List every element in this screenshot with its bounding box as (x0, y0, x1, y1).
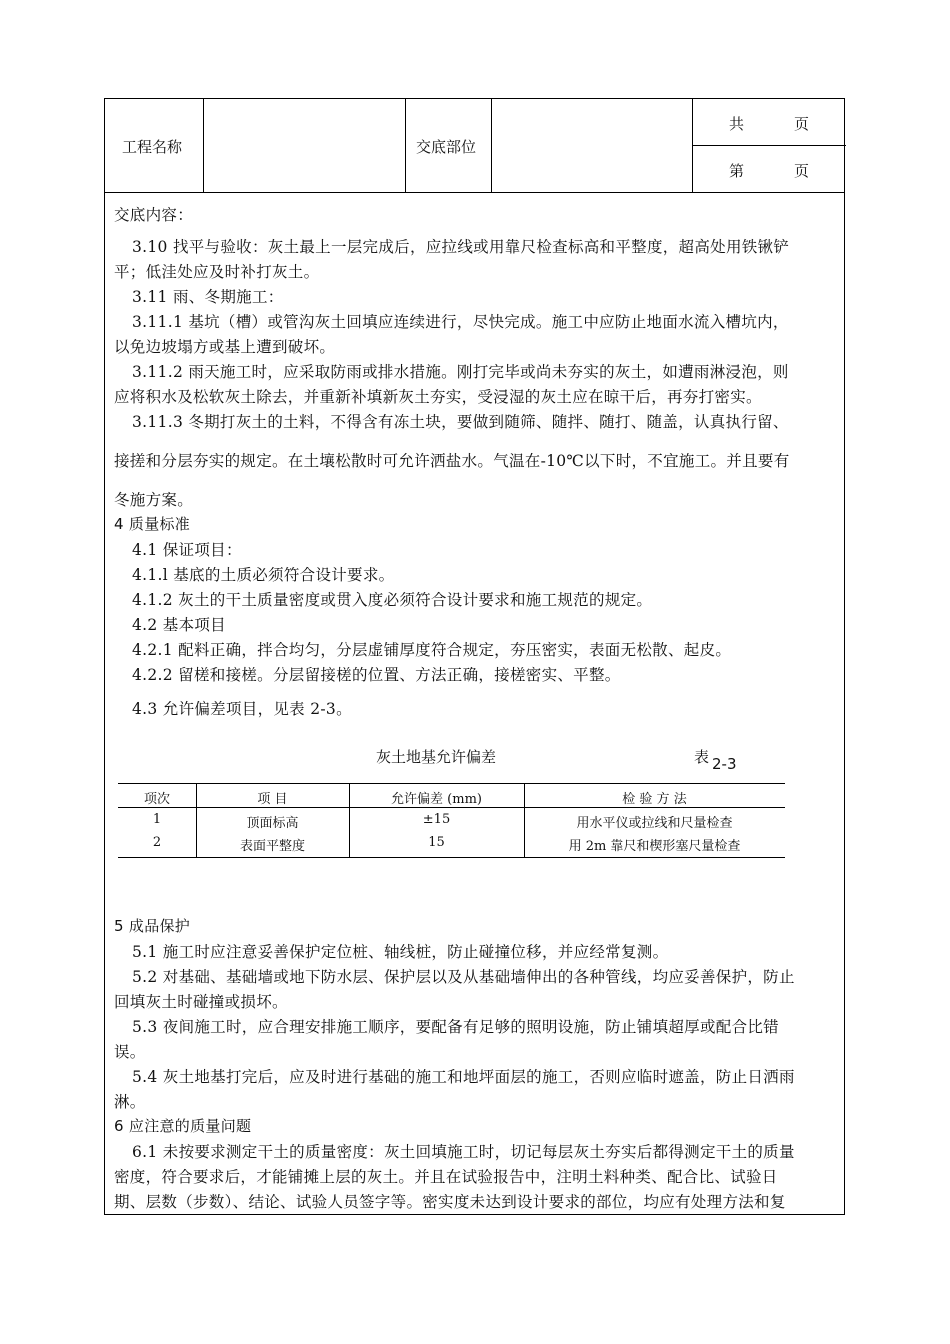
table-title: 灰土地基允许偏差 (376, 748, 497, 766)
paragraph: 3.11.3 冬期打灰土的土料，不得含有冻土块，要做到随筛、随拌、随打、随盖，认真执行留、 (132, 413, 789, 431)
paragraph: 4.3 允许偏差项目，见表 2-3。 (132, 700, 352, 718)
table-header-rule (118, 807, 785, 808)
table-cell: ±15 (422, 812, 451, 827)
paragraph: 3.11 雨、冬期施工： (132, 288, 284, 306)
paragraph: 3.11.1 基坑（槽）或管沟灰土回填应连续进行，尽快完成。施工中应防止地面水流入槽坑内， (132, 313, 789, 331)
paragraph: 回填灰土时碰撞或损坏。 (114, 993, 288, 1011)
paragraph: 5.2 对基础、基础墙或地下防水层、保护层以及从基础墙伸出的各种管线，均应妥善保护，防止 (132, 968, 795, 986)
paragraph: 平；低洼处应及时补打灰土。 (114, 263, 320, 281)
section-heading: 4 质量标准 (114, 515, 191, 533)
paragraph: 3.10 找平与验收：灰土最上一层完成后，应拉线或用靠尺检查标高和平整度，超高处用铁锹铲 (132, 238, 790, 256)
divider (203, 99, 204, 192)
total-pages-unit: 页 (794, 115, 810, 133)
table-header-cell: 检 验 方 法 (622, 792, 687, 807)
table-cell: 用 2m 靠尺和楔形塞尺量检查 (568, 839, 741, 854)
paragraph: 4.1.2 灰土的干土质量密度或贯入度必须符合设计要求和施工规范的规定。 (132, 591, 653, 609)
paragraph: 期、层数（步数）、结论、试验人员签字等。密实度未达到设计要求的部位，均应有处理方法和复 (114, 1193, 786, 1211)
divider (491, 99, 492, 192)
total-pages-label: 共 (729, 115, 745, 133)
divider (692, 145, 846, 146)
form-header (105, 99, 844, 193)
paragraph: 以免边坡塌方或基上遭到破坏。 (114, 338, 336, 356)
section-heading: 6 应注意的质量问题 (114, 1117, 252, 1135)
paragraph: 4.2.1 配料正确，拌合均匀，分层虚铺厚度符合规定，夯压密实，表面无松散、起皮。 (132, 641, 732, 659)
disclosure-form (104, 98, 845, 1215)
table-header-cell: 允许偏差 (mm) (391, 792, 482, 807)
paragraph: 4.2 基本项目 (132, 616, 226, 634)
page-number-unit: 页 (794, 162, 810, 180)
project-name-label: 工程名称 (122, 138, 183, 156)
paragraph: 冬施方案。 (114, 491, 194, 509)
paragraph: 接搓和分层夯实的规定。在土壤松散时可允许洒盐水。气温在-10℃以下时，不宜施工。并且要有 (114, 452, 790, 470)
table-number: 2-3 (712, 755, 737, 773)
table-cell: 顶面标高 (246, 816, 299, 831)
paragraph: 淋。 (114, 1093, 146, 1111)
paragraph: 4.1 保证项目： (132, 541, 242, 559)
paragraph: 3.11.2 雨天施工时，应采取防雨或排水措施。刚打完毕或尚未夯实的灰土，如遭雨淋浸泡，则 (132, 363, 789, 381)
paragraph: 4.1.l 基底的土质必须符合设计要求。 (132, 566, 395, 584)
paragraph: 应将积水及松软灰土除去，并重新补填新灰土夯实，受浸湿的灰土应在晾干后，再夯打密实。 (114, 388, 762, 406)
paragraph: 5.3 夜间施工时，应合理安排施工顺序，要配备有足够的照明设施，防止铺填超厚或配合比错 (132, 1018, 779, 1036)
table-top-rule (118, 783, 785, 784)
paragraph: 5.1 施工时应注意妥善保护定位桩、轴线桩，防止碰撞位移，并应经常复测。 (132, 943, 669, 961)
paragraph: 密度，符合要求后，才能铺摊上层的灰土。并且在试验报告中，注明土料种类、配合比、试验日 (114, 1168, 778, 1186)
table-cell: 15 (428, 835, 445, 850)
table-header-cell: 项次 (143, 792, 170, 807)
table-cell: 1 (152, 812, 162, 827)
table-cell: 用水平仪或拉线和尺量检查 (576, 816, 733, 831)
table-label: 表 (694, 748, 710, 766)
divider (405, 99, 406, 192)
paragraph: 4.2.2 留槎和接槎。分层留接槎的位置、方法正确，接槎密实、平整。 (132, 666, 621, 684)
paragraph: 误。 (114, 1043, 146, 1061)
table-cell: 表面平整度 (239, 839, 305, 854)
section-heading: 5 成品保护 (114, 917, 191, 935)
table-header-cell: 项 目 (257, 792, 288, 807)
table-bottom-rule (118, 857, 785, 858)
paragraph: 5.4 灰土地基打完后，应及时进行基础的施工和地坪面层的施工，否则应临时遮盖，防止日洒雨 (132, 1068, 795, 1086)
table-cell: 2 (152, 835, 162, 850)
paragraph: 6.1 未按要求测定干土的质量密度：灰土回填施工时，切记每层灰土夯实后都得测定干土的质量 (132, 1143, 795, 1161)
content-label: 交底内容： (114, 206, 194, 224)
location-label: 交底部位 (416, 138, 477, 156)
page-number-label: 第 (729, 162, 745, 180)
